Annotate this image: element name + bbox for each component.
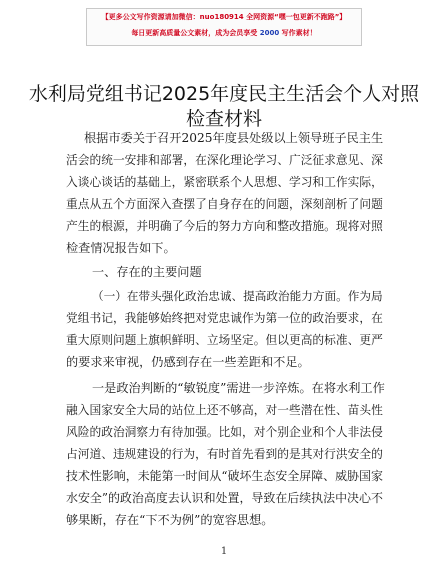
promo-banner xyxy=(86,8,362,46)
document-title-line1: 水利局党组书记2025年度民主生活会个人对照 xyxy=(28,83,420,105)
body-line-18: 够果断，存在“下不为例”的宽容思想。 xyxy=(66,513,274,527)
body-line-6: 检查情况报告如下。 xyxy=(66,241,176,255)
body-line-11: 的要求来审视，仍感到存在一些差距和不足。 xyxy=(66,355,310,369)
body-line-2: 活会的统一安排和部署，在深化理论学习、广泛征求意见、深 xyxy=(66,153,383,167)
body-line-17: 水安全”的政治高度去认识和处置，导致在后续执法中决心不 xyxy=(66,491,383,505)
body-line-9: 党组书记，我能够始终把对党忠诚作为第一位的政治要求，在 xyxy=(66,311,383,325)
body-line-5: 产生的根源，并明确了今后的努力方向和整改措施。现将对照 xyxy=(66,219,383,233)
body-line-12: 一是政治判断的“敏锐度”需进一步淬炼。在将水利工作 xyxy=(92,381,385,395)
body-line-14: 风险的政治洞察力有待加强。比如，对个别企业和个人非法侵 xyxy=(66,425,383,439)
section-heading-1: 一、存在的主要问题 xyxy=(92,265,202,279)
body-line-10: 重大原则问题上旗帜鲜明、立场坚定。但以更高的标准、更严 xyxy=(66,333,383,347)
promo-line2-start: 每日更新高质量公文素材，成为会员享受 xyxy=(131,29,260,37)
body-line-3: 入谈心谈话的基础上，紧密联系个人思想、学习和工作实际， xyxy=(66,175,383,189)
body-line-8: （一）在带头强化政治忠诚、提高政治能力方面。作为局 xyxy=(92,289,383,303)
body-line-15: 占河道、违规建设的行为，有时首先看到的是其对行洪安全的 xyxy=(66,447,383,461)
document-title-line2: 检查材料 xyxy=(185,108,262,130)
body-line-4: 重点从五个方面深入查摆了自身存在的问题，深刻剖析了问题 xyxy=(66,197,383,211)
body-line-13: 融入国家安全大局的站位上还不够高，对一些潜在性、苗头性 xyxy=(66,403,383,417)
promo-line2-end: 写作素材！ xyxy=(279,29,317,37)
body-line-1: 根据市委关于召开2025年度县处级以上领导班子民主生 xyxy=(84,131,384,145)
promo-line-membership xyxy=(87,28,361,39)
promo-line2-highlight: 2000 xyxy=(259,29,280,37)
body-line-16: 技术性影响，未能第一时间从“破坏生态安全屏障、威胁国家 xyxy=(66,469,383,483)
page-number: 1 xyxy=(220,546,228,557)
promo-line-wechat: 【更多公文写作资源请加微信：nuo180914 全网资源“嘿一包更新不跑路”】 xyxy=(101,13,347,21)
